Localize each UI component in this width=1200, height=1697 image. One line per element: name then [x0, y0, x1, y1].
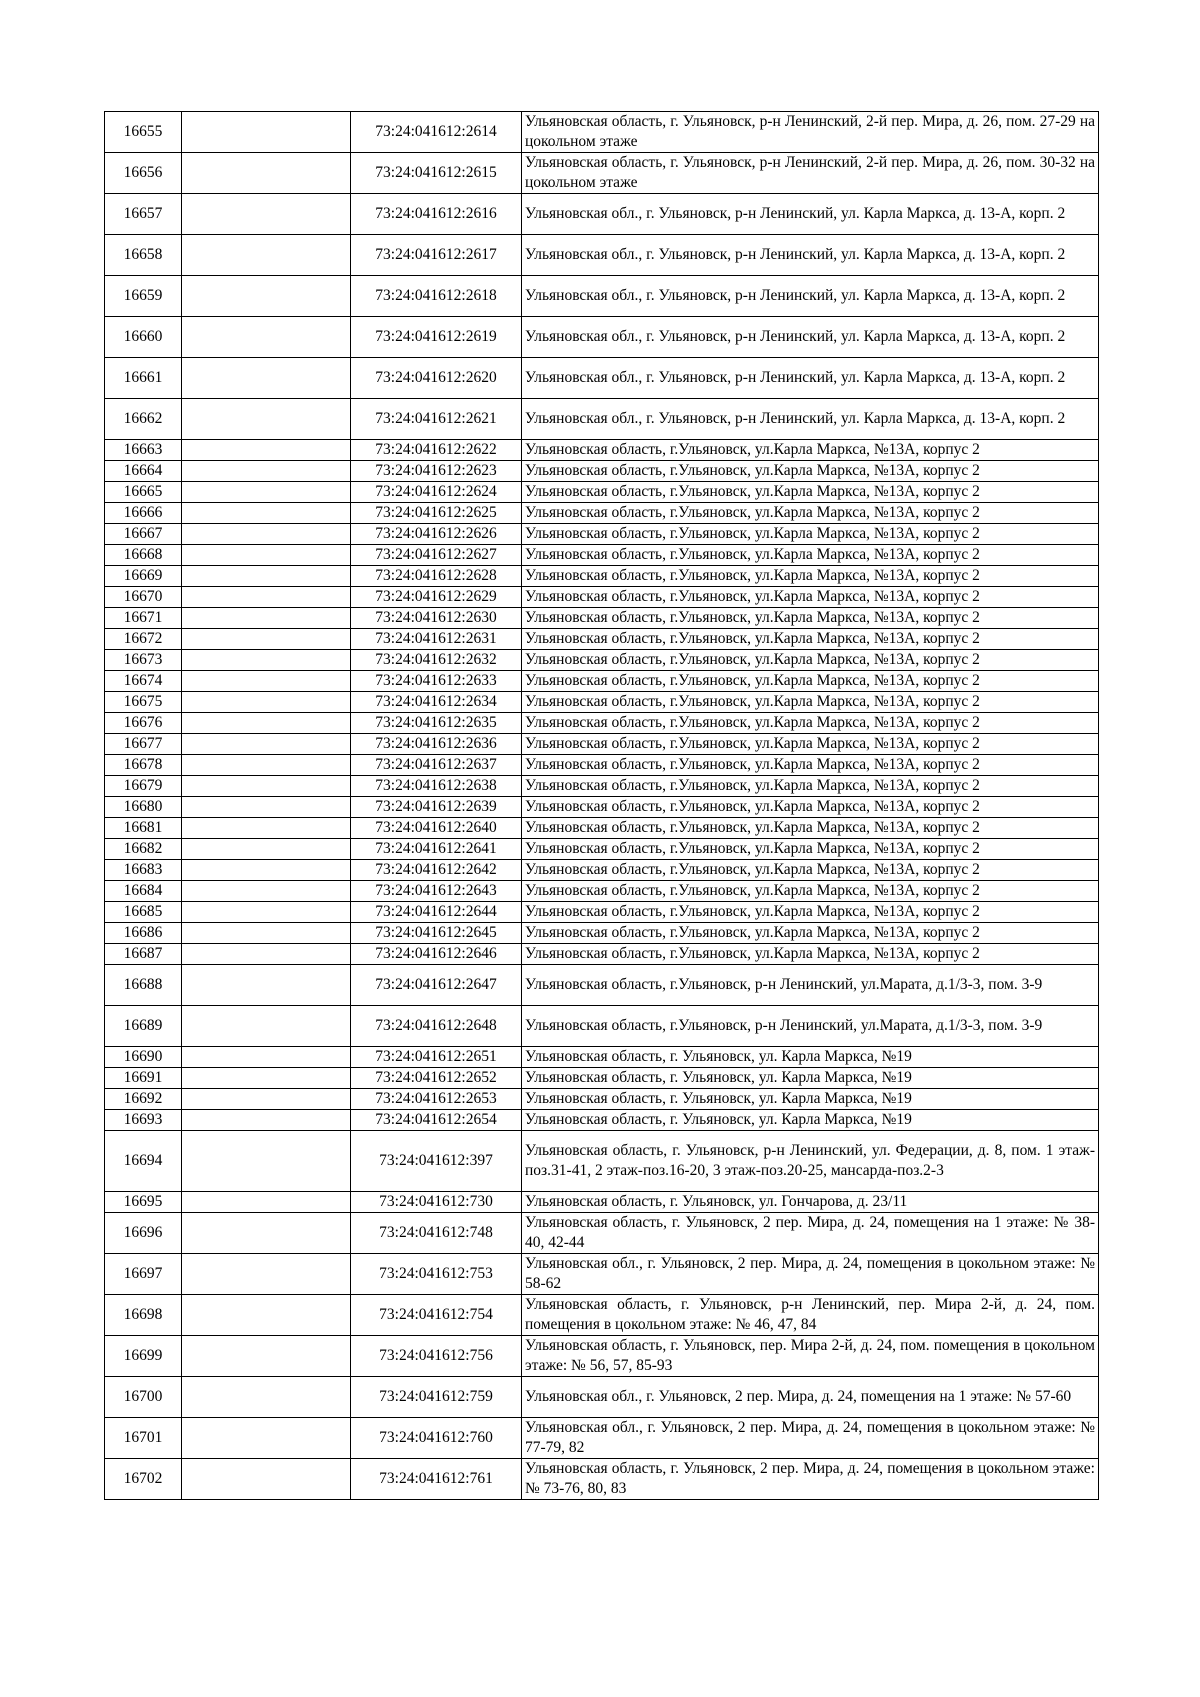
empty-cell — [182, 112, 351, 153]
table-row — [105, 755, 1099, 776]
row-number-cell: 16678 — [105, 755, 182, 776]
table-row — [105, 797, 1099, 818]
empty-cell — [182, 524, 351, 545]
address-cell: Ульяновская область, г. Ульяновск, пер. Мира 2-й, д. 24, пом. помещения в цокольном этаже: № 56, 57, 85-93 — [522, 1336, 1099, 1377]
cadastral-number-cell: 73:24:041612:730 — [351, 1192, 522, 1213]
table-row — [105, 461, 1099, 482]
row-number-cell: 16696 — [105, 1213, 182, 1254]
empty-cell — [182, 818, 351, 839]
row-number-cell: 16699 — [105, 1336, 182, 1377]
address-cell: Ульяновская обл., г. Ульяновск, р-н Ленинский, ул. Карла Маркса, д. 13-А, корп. 2 — [522, 399, 1099, 440]
cadastral-number-cell: 73:24:041612:2643 — [351, 881, 522, 902]
address-cell: Ульяновская обл., г. Ульяновск, 2 пер. Мира, д. 24, помещения в цокольном этаже: № 77-79, 82 — [522, 1418, 1099, 1459]
row-number-cell: 16687 — [105, 944, 182, 965]
table-row — [105, 503, 1099, 524]
address-cell: Ульяновская область, г.Ульяновск, ул.Карла Маркса, №13А, корпус 2 — [522, 818, 1099, 839]
address-cell: Ульяновская область, г.Ульяновск, ул.Карла Маркса, №13А, корпус 2 — [522, 860, 1099, 881]
address-cell: Ульяновская обл., г. Ульяновск, р-н Ленинский, ул. Карла Маркса, д. 13-А, корп. 2 — [522, 317, 1099, 358]
table-row — [105, 1418, 1099, 1459]
address-cell: Ульяновская область, г.Ульяновск, ул.Карла Маркса, №13А, корпус 2 — [522, 713, 1099, 734]
address-cell: Ульяновская область, г. Ульяновск, 2 пер. Мира, д. 24, помещения на 1 этаже: № 38-40, 42-44 — [522, 1213, 1099, 1254]
row-number-cell: 16677 — [105, 734, 182, 755]
address-cell: Ульяновская область, г. Ульяновск, р-н Ленинский, 2-й пер. Мира, д. 26, пом. 30-32 на цокольном этаже — [522, 153, 1099, 194]
table-row — [105, 1213, 1099, 1254]
address-cell: Ульяновская область, г.Ульяновск, ул.Карла Маркса, №13А, корпус 2 — [522, 587, 1099, 608]
address-cell: Ульяновская область, г.Ульяновск, ул.Карла Маркса, №13А, корпус 2 — [522, 734, 1099, 755]
table-row — [105, 1131, 1099, 1192]
row-number-cell: 16689 — [105, 1006, 182, 1047]
empty-cell — [182, 1006, 351, 1047]
empty-cell — [182, 839, 351, 860]
empty-cell — [182, 671, 351, 692]
empty-cell — [182, 1213, 351, 1254]
table-row — [105, 524, 1099, 545]
row-number-cell: 16686 — [105, 923, 182, 944]
address-cell: Ульяновская обл., г. Ульяновск, 2 пер. Мира, д. 24, помещения в цокольном этаже: № 58-62 — [522, 1254, 1099, 1295]
row-number-cell: 16676 — [105, 713, 182, 734]
cadastral-number-cell: 73:24:041612:2614 — [351, 112, 522, 153]
cadastral-number-cell: 73:24:041612:759 — [351, 1377, 522, 1418]
cadastral-number-cell: 73:24:041612:756 — [351, 1336, 522, 1377]
row-number-cell: 16670 — [105, 587, 182, 608]
row-number-cell: 16675 — [105, 692, 182, 713]
table-row — [105, 1068, 1099, 1089]
row-number-cell: 16700 — [105, 1377, 182, 1418]
row-number-cell: 16701 — [105, 1418, 182, 1459]
cadastral-number-cell: 73:24:041612:761 — [351, 1459, 522, 1500]
cadastral-number-cell: 73:24:041612:2642 — [351, 860, 522, 881]
table-row — [105, 944, 1099, 965]
row-number-cell: 16659 — [105, 276, 182, 317]
cadastral-number-cell: 73:24:041612:754 — [351, 1295, 522, 1336]
empty-cell — [182, 587, 351, 608]
cadastral-number-cell: 73:24:041612:2632 — [351, 650, 522, 671]
cadastral-number-cell: 73:24:041612:748 — [351, 1213, 522, 1254]
table-row — [105, 194, 1099, 235]
cadastral-number-cell: 73:24:041612:2639 — [351, 797, 522, 818]
cadastral-number-cell: 73:24:041612:2651 — [351, 1047, 522, 1068]
empty-cell — [182, 1110, 351, 1131]
registry-table-body — [105, 112, 1099, 1500]
cadastral-number-cell: 73:24:041612:2623 — [351, 461, 522, 482]
row-number-cell: 16697 — [105, 1254, 182, 1295]
address-cell: Ульяновская область, г. Ульяновск, ул. Карла Маркса, №19 — [522, 1047, 1099, 1068]
table-row — [105, 965, 1099, 1006]
table-row — [105, 1295, 1099, 1336]
row-number-cell: 16681 — [105, 818, 182, 839]
empty-cell — [182, 153, 351, 194]
row-number-cell: 16679 — [105, 776, 182, 797]
cadastral-number-cell: 73:24:041612:2653 — [351, 1089, 522, 1110]
table-row — [105, 545, 1099, 566]
address-cell: Ульяновская область, г.Ульяновск, ул.Карла Маркса, №13А, корпус 2 — [522, 461, 1099, 482]
cadastral-number-cell: 73:24:041612:2631 — [351, 629, 522, 650]
table-row — [105, 1110, 1099, 1131]
row-number-cell: 16656 — [105, 153, 182, 194]
empty-cell — [182, 440, 351, 461]
empty-cell — [182, 923, 351, 944]
row-number-cell: 16683 — [105, 860, 182, 881]
cadastral-number-cell: 73:24:041612:2624 — [351, 482, 522, 503]
address-cell: Ульяновская обл., г. Ульяновск, 2 пер. Мира, д. 24, помещения на 1 этаже: № 57-60 — [522, 1377, 1099, 1418]
table-row — [105, 776, 1099, 797]
table-row — [105, 713, 1099, 734]
empty-cell — [182, 860, 351, 881]
address-cell: Ульяновская обл., г. Ульяновск, р-н Ленинский, ул. Карла Маркса, д. 13-А, корп. 2 — [522, 194, 1099, 235]
cadastral-number-cell: 73:24:041612:2618 — [351, 276, 522, 317]
row-number-cell: 16667 — [105, 524, 182, 545]
cadastral-number-cell: 73:24:041612:2616 — [351, 194, 522, 235]
cadastral-number-cell: 73:24:041612:2645 — [351, 923, 522, 944]
empty-cell — [182, 1192, 351, 1213]
cadastral-number-cell: 73:24:041612:2619 — [351, 317, 522, 358]
address-cell: Ульяновская область, г.Ульяновск, ул.Карла Маркса, №13А, корпус 2 — [522, 797, 1099, 818]
empty-cell — [182, 482, 351, 503]
cadastral-number-cell: 73:24:041612:2648 — [351, 1006, 522, 1047]
cadastral-number-cell: 73:24:041612:2640 — [351, 818, 522, 839]
empty-cell — [182, 1418, 351, 1459]
address-cell: Ульяновская область, г.Ульяновск, ул.Карла Маркса, №13А, корпус 2 — [522, 608, 1099, 629]
table-row — [105, 692, 1099, 713]
address-cell: Ульяновская область, г.Ульяновск, ул.Карла Маркса, №13А, корпус 2 — [522, 671, 1099, 692]
table-row — [105, 317, 1099, 358]
address-cell: Ульяновская область, г. Ульяновск, 2 пер. Мира, д. 24, помещения в цокольном этаже: № 73-76, 80, 83 — [522, 1459, 1099, 1500]
empty-cell — [182, 797, 351, 818]
empty-cell — [182, 734, 351, 755]
table-row — [105, 1006, 1099, 1047]
cadastral-number-cell: 73:24:041612:2622 — [351, 440, 522, 461]
address-cell: Ульяновская область, г.Ульяновск, ул.Карла Маркса, №13А, корпус 2 — [522, 776, 1099, 797]
empty-cell — [182, 629, 351, 650]
cadastral-number-cell: 73:24:041612:2635 — [351, 713, 522, 734]
address-cell: Ульяновская область, г. Ульяновск, ул. Гончарова, д. 23/11 — [522, 1192, 1099, 1213]
table-row — [105, 482, 1099, 503]
address-cell: Ульяновская обл., г. Ульяновск, р-н Ленинский, ул. Карла Маркса, д. 13-А, корп. 2 — [522, 358, 1099, 399]
empty-cell — [182, 1459, 351, 1500]
table-row — [105, 587, 1099, 608]
address-cell: Ульяновская область, г. Ульяновск, ул. Карла Маркса, №19 — [522, 1068, 1099, 1089]
address-cell: Ульяновская область, г.Ульяновск, ул.Карла Маркса, №13А, корпус 2 — [522, 839, 1099, 860]
address-cell: Ульяновская область, г. Ульяновск, р-н Ленинский, пер. Мира 2-й, д. 24, пом. помещения в цокольном этаже: № 46, 47, 84 — [522, 1295, 1099, 1336]
cadastral-number-cell: 73:24:041612:2652 — [351, 1068, 522, 1089]
row-number-cell: 16669 — [105, 566, 182, 587]
empty-cell — [182, 1131, 351, 1192]
cadastral-number-cell: 73:24:041612:2647 — [351, 965, 522, 1006]
empty-cell — [182, 692, 351, 713]
address-cell: Ульяновская область, г.Ульяновск, ул.Карла Маркса, №13А, корпус 2 — [522, 692, 1099, 713]
cadastral-number-cell: 73:24:041612:2654 — [351, 1110, 522, 1131]
table-row — [105, 860, 1099, 881]
row-number-cell: 16672 — [105, 629, 182, 650]
row-number-cell: 16680 — [105, 797, 182, 818]
empty-cell — [182, 276, 351, 317]
row-number-cell: 16657 — [105, 194, 182, 235]
cadastral-number-cell: 73:24:041612:2627 — [351, 545, 522, 566]
table-row — [105, 881, 1099, 902]
address-cell: Ульяновская область, г.Ульяновск, ул.Карла Маркса, №13А, корпус 2 — [522, 902, 1099, 923]
cadastral-number-cell: 73:24:041612:2638 — [351, 776, 522, 797]
empty-cell — [182, 1047, 351, 1068]
table-row — [105, 1089, 1099, 1110]
table-row — [105, 1254, 1099, 1295]
cadastral-number-cell: 73:24:041612:2634 — [351, 692, 522, 713]
table-row — [105, 399, 1099, 440]
address-cell: Ульяновская область, г. Ульяновск, ул. Карла Маркса, №19 — [522, 1110, 1099, 1131]
cadastral-number-cell: 73:24:041612:2630 — [351, 608, 522, 629]
row-number-cell: 16664 — [105, 461, 182, 482]
empty-cell — [182, 1254, 351, 1295]
row-number-cell: 16663 — [105, 440, 182, 461]
cadastral-number-cell: 73:24:041612:2644 — [351, 902, 522, 923]
row-number-cell: 16702 — [105, 1459, 182, 1500]
cadastral-number-cell: 73:24:041612:2641 — [351, 839, 522, 860]
table-row — [105, 440, 1099, 461]
empty-cell — [182, 755, 351, 776]
empty-cell — [182, 503, 351, 524]
table-row — [105, 671, 1099, 692]
cadastral-number-cell: 73:24:041612:2615 — [351, 153, 522, 194]
row-number-cell: 16674 — [105, 671, 182, 692]
empty-cell — [182, 1377, 351, 1418]
cadastral-number-cell: 73:24:041612:2625 — [351, 503, 522, 524]
cadastral-number-cell: 73:24:041612:2629 — [351, 587, 522, 608]
cadastral-number-cell: 73:24:041612:2646 — [351, 944, 522, 965]
cadastral-number-cell: 73:24:041612:397 — [351, 1131, 522, 1192]
row-number-cell: 16655 — [105, 112, 182, 153]
empty-cell — [182, 399, 351, 440]
table-row — [105, 839, 1099, 860]
empty-cell — [182, 881, 351, 902]
address-cell: Ульяновская область, г.Ульяновск, ул.Карла Маркса, №13А, корпус 2 — [522, 482, 1099, 503]
cadastral-number-cell: 73:24:041612:2637 — [351, 755, 522, 776]
empty-cell — [182, 194, 351, 235]
table-row — [105, 818, 1099, 839]
table-row — [105, 1192, 1099, 1213]
row-number-cell: 16661 — [105, 358, 182, 399]
address-cell: Ульяновская область, г.Ульяновск, ул.Карла Маркса, №13А, корпус 2 — [522, 566, 1099, 587]
cadastral-number-cell: 73:24:041612:753 — [351, 1254, 522, 1295]
cadastral-number-cell: 73:24:041612:2633 — [351, 671, 522, 692]
table-row — [105, 650, 1099, 671]
address-cell: Ульяновская область, г.Ульяновск, ул.Карла Маркса, №13А, корпус 2 — [522, 524, 1099, 545]
row-number-cell: 16694 — [105, 1131, 182, 1192]
table-row — [105, 153, 1099, 194]
row-number-cell: 16691 — [105, 1068, 182, 1089]
row-number-cell: 16660 — [105, 317, 182, 358]
table-row — [105, 608, 1099, 629]
address-cell: Ульяновская область, г.Ульяновск, р-н Ленинский, ул.Марата, д.1/3-3, пом. 3-9 — [522, 965, 1099, 1006]
table-row — [105, 1459, 1099, 1500]
cadastral-number-cell: 73:24:041612:2620 — [351, 358, 522, 399]
empty-cell — [182, 545, 351, 566]
address-cell: Ульяновская обл., г. Ульяновск, р-н Ленинский, ул. Карла Маркса, д. 13-А, корп. 2 — [522, 276, 1099, 317]
empty-cell — [182, 944, 351, 965]
address-cell: Ульяновская область, г.Ульяновск, ул.Карла Маркса, №13А, корпус 2 — [522, 629, 1099, 650]
table-row — [105, 1336, 1099, 1377]
row-number-cell: 16668 — [105, 545, 182, 566]
row-number-cell: 16698 — [105, 1295, 182, 1336]
empty-cell — [182, 461, 351, 482]
row-number-cell: 16666 — [105, 503, 182, 524]
table-row — [105, 1047, 1099, 1068]
table-row — [105, 902, 1099, 923]
address-cell: Ульяновская область, г.Ульяновск, р-н Ленинский, ул.Марата, д.1/3-3, пом. 3-9 — [522, 1006, 1099, 1047]
table-row — [105, 112, 1099, 153]
registry-table — [104, 111, 1099, 1500]
cadastral-number-cell: 73:24:041612:760 — [351, 1418, 522, 1459]
empty-cell — [182, 1295, 351, 1336]
table-row — [105, 1377, 1099, 1418]
empty-cell — [182, 650, 351, 671]
row-number-cell: 16693 — [105, 1110, 182, 1131]
empty-cell — [182, 902, 351, 923]
cadastral-number-cell: 73:24:041612:2628 — [351, 566, 522, 587]
address-cell: Ульяновская область, г. Ульяновск, р-н Ленинский, 2-й пер. Мира, д. 26, пом. 27-29 на цокольном этаже — [522, 112, 1099, 153]
empty-cell — [182, 1336, 351, 1377]
empty-cell — [182, 713, 351, 734]
row-number-cell: 16695 — [105, 1192, 182, 1213]
address-cell: Ульяновская область, г.Ульяновск, ул.Карла Маркса, №13А, корпус 2 — [522, 440, 1099, 461]
row-number-cell: 16685 — [105, 902, 182, 923]
row-number-cell: 16684 — [105, 881, 182, 902]
row-number-cell: 16671 — [105, 608, 182, 629]
address-cell: Ульяновская область, г.Ульяновск, ул.Карла Маркса, №13А, корпус 2 — [522, 545, 1099, 566]
address-cell: Ульяновская область, г. Ульяновск, р-н Ленинский, ул. Федерации, д. 8, пом. 1 этаж-поз.31-41, 2 этаж-поз.16-20, 3 этаж-поз.20-25, мансарда-поз.2-3 — [522, 1131, 1099, 1192]
address-cell: Ульяновская область, г.Ульяновск, ул.Карла Маркса, №13А, корпус 2 — [522, 650, 1099, 671]
empty-cell — [182, 1068, 351, 1089]
address-cell: Ульяновская область, г.Ульяновск, ул.Карла Маркса, №13А, корпус 2 — [522, 755, 1099, 776]
address-cell: Ульяновская область, г.Ульяновск, ул.Карла Маркса, №13А, корпус 2 — [522, 923, 1099, 944]
address-cell: Ульяновская область, г.Ульяновск, ул.Карла Маркса, №13А, корпус 2 — [522, 881, 1099, 902]
row-number-cell: 16658 — [105, 235, 182, 276]
row-number-cell: 16682 — [105, 839, 182, 860]
empty-cell — [182, 317, 351, 358]
table-row — [105, 235, 1099, 276]
empty-cell — [182, 1089, 351, 1110]
empty-cell — [182, 566, 351, 587]
row-number-cell: 16692 — [105, 1089, 182, 1110]
address-cell: Ульяновская обл., г. Ульяновск, р-н Ленинский, ул. Карла Маркса, д. 13-А, корп. 2 — [522, 235, 1099, 276]
row-number-cell: 16690 — [105, 1047, 182, 1068]
row-number-cell: 16673 — [105, 650, 182, 671]
empty-cell — [182, 235, 351, 276]
cadastral-number-cell: 73:24:041612:2636 — [351, 734, 522, 755]
table-row — [105, 358, 1099, 399]
address-cell: Ульяновская область, г. Ульяновск, ул. Карла Маркса, №19 — [522, 1089, 1099, 1110]
table-row — [105, 629, 1099, 650]
empty-cell — [182, 965, 351, 1006]
row-number-cell: 16688 — [105, 965, 182, 1006]
empty-cell — [182, 358, 351, 399]
empty-cell — [182, 608, 351, 629]
empty-cell — [182, 776, 351, 797]
row-number-cell: 16665 — [105, 482, 182, 503]
table-row — [105, 566, 1099, 587]
row-number-cell: 16662 — [105, 399, 182, 440]
table-row — [105, 276, 1099, 317]
cadastral-number-cell: 73:24:041612:2617 — [351, 235, 522, 276]
cadastral-number-cell: 73:24:041612:2626 — [351, 524, 522, 545]
table-row — [105, 734, 1099, 755]
address-cell: Ульяновская область, г.Ульяновск, ул.Карла Маркса, №13А, корпус 2 — [522, 944, 1099, 965]
address-cell: Ульяновская область, г.Ульяновск, ул.Карла Маркса, №13А, корпус 2 — [522, 503, 1099, 524]
table-row — [105, 923, 1099, 944]
cadastral-number-cell: 73:24:041612:2621 — [351, 399, 522, 440]
